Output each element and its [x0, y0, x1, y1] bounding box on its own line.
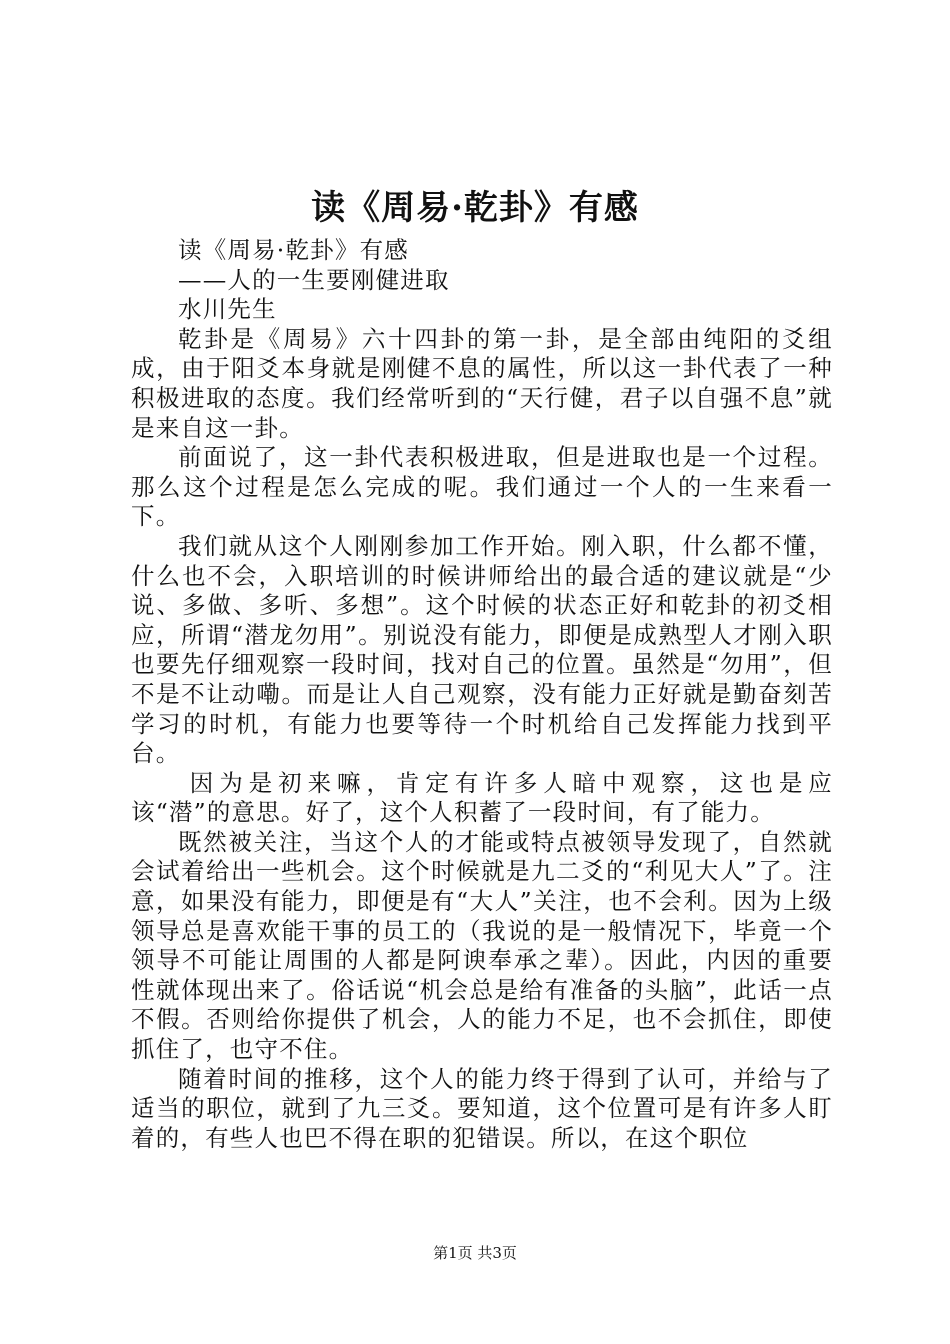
author-line: 水川先生 — [178, 295, 277, 324]
body-paragraph: 因为是初来嘛，肯定有许多人暗中观察，这也是应该“潜”的意思。好了，这个人积蓄了一段时间，有了能力。 — [131, 768, 833, 827]
body-paragraph: 既然被关注，当这个人的才能或特点被领导发现了，自然就会试着给出一些机会。这个时候就是九二爻的“利见大人”了。注意，如果没有能力，即便是有“大人”关注，也不会利。因为上级领导总是喜欢能干事的员工的（我说的是一般情况下，毕竟一个领导不可能让周围的人都是阿谀奉承之辈）。因此，内因的重要性就体现出来了。俗话说“机会总是给有准备的头脑”，此话一点不假。否则给你提供了机会，人的能力不足，也不会抓住，即使抓住了，也守不住。 — [131, 827, 833, 1064]
body-paragraph: 随着时间的推移，这个人的能力终于得到了认可，并给与了适当的职位，就到了九三爻。要知道，这个位置可是有许多人盯着的，有些人也巴不得在职的犯错误。所以，在这个职位 — [131, 1064, 833, 1152]
document-body — [131, 236, 833, 1153]
subtitle-slogan: ——人的一生要刚健进取 — [178, 265, 450, 294]
page-footer: 第1页 共3页 — [433, 1244, 517, 1262]
body-paragraph: 我们就从这个人刚刚参加工作开始。刚入职，什么都不懂，什么也不会，入职培训的时候讲师给出的最合适的建议就是“少说、多做、多听、多想”。这个时候的状态正好和乾卦的初爻相应，所谓“潜龙勿用”。别说没有能力，即便是成熟型人才刚入职也要先仔细观察一段时间，找对自己的位置。虽然是“勿用”，但不是不让动嘞。而是让人自己观察，没有能力正好就是勤奋刻苦学习的时机，有能力也要等待一个时机给自己发挥能力找到平台。 — [131, 531, 833, 768]
body-paragraph: 乾卦是《周易》六十四卦的第一卦，是全部由纯阳的爻组成，由于阳爻本身就是刚健不息的属性，所以这一卦代表了一种积极进取的态度。我们经常听到的“天行健，君子以自强不息”就是来自这一卦。 — [131, 324, 833, 442]
subtitle-line: 读《周易·乾卦》有感 — [178, 236, 409, 264]
document-title: 读《周易·乾卦》有感 — [311, 188, 639, 228]
body-paragraph: 前面说了，这一卦代表积极进取，但是进取也是一个过程。那么这个过程是怎么完成的呢。我们通过一个人的一生来看一下。 — [131, 443, 833, 531]
